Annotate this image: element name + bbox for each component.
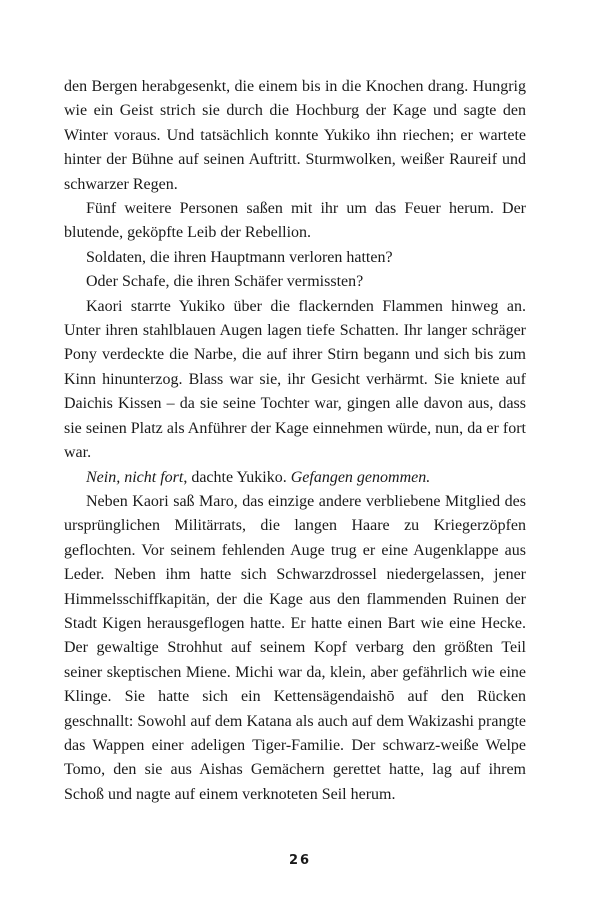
plain-phrase: , dachte Yukiko.: [183, 468, 291, 486]
paragraph-1: den Bergen herabgesenkt, die einem bis in die Knochen drang. Hungrig wie ein Geist strich sie durch die Hochburg der Kage und sagte den Winter voraus. Und tatsächlich konnte Yukiko ihn riechen; er wartete hinter der Bühne auf seinen Auftritt. Sturmwolken, weißer Raureif und schwarzer Regen.: [64, 78, 526, 193]
italic-phrase-2: Gefangen genommen.: [290, 468, 431, 486]
page-body: [64, 75, 526, 807]
paragraph-2: Fünf weitere Personen saßen mit ihr um das Feuer herum. Der blutende, geköpfte Leib der Rebellion.: [64, 200, 526, 242]
paragraph-4: Oder Schafe, die ihren Schäfer vermissten?: [86, 273, 364, 291]
paragraph-6: [64, 466, 526, 490]
italic-phrase-1: Nein, nicht fort: [86, 468, 184, 486]
paragraph-7: Neben Kaori saß Maro, das einzige andere verbliebene Mitglied des ursprünglichen Militärrats, die langen Haare zu Kriegerzöpfen geflochten. Vor seinem fehlenden Auge trug er eine Augenklappe aus Leder. Neben ihm hatte sich Schwarzdrossel niedergelassen, jener Himmelsschiffkapitän, der die Kage aus den flammenden Ruinen der Stadt Kigen herausgeflogen hatte. Er hatte einen Bart wie eine Hecke. Der gewaltige Strohhut auf seinem Kopf verbarg den größten Teil seiner skeptischen Miene. Michi war da, klein, aber gefährlich wie eine Klinge. Sie hatte sich ein Kettensägendaishō auf den Rücken geschnallt: Sowohl auf dem Katana als auch auf dem Wakizashi prangte das Wappen einer adeligen Tiger-Familie. Der schwarz-weiße Welpe Tomo, den sie aus Aishas Gemächern gerettet hatte, lag auf ihrem Schoß und nagte auf einem verknoteten Seil herum.: [64, 492, 526, 803]
page-number: 26: [288, 853, 312, 868]
paragraph-3: Soldaten, die ihren Hauptmann verloren hatten?: [86, 248, 393, 266]
paragraph-5: Kaori starrte Yukiko über die flackernden Flammen hinweg an. Unter ihren stahlblauen Augen lagen tiefe Schatten. Ihr langer schräger Pony verdeckte die Narbe, die auf ihrer Stirn begann und sich bis zum Kinn hinunterzog. Blass war sie, ihr Gesicht verhärmt. Sie kniete auf Daichis Kissen – da sie seine Tochter war, gingen alle davon aus, dass sie seinen Platz als Anführer der Kage einnehmen würde, nun, da er fort war.: [64, 297, 526, 462]
